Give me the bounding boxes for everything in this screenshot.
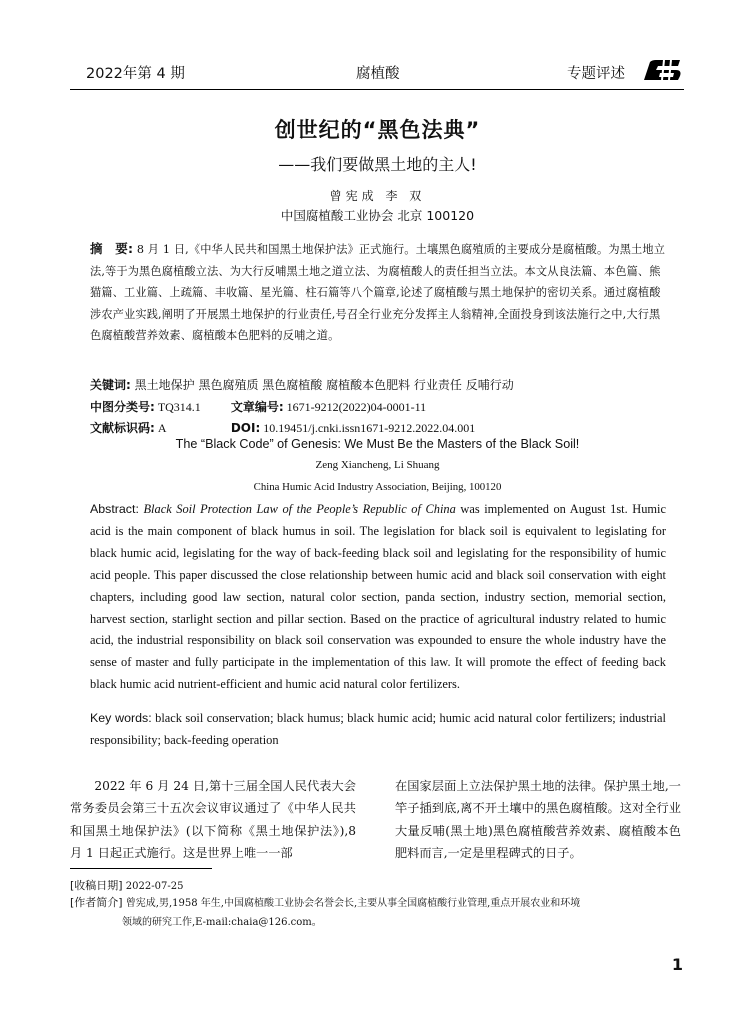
doi-label: DOI: <box>230 421 261 435</box>
footnote-rule <box>70 868 212 869</box>
article-no-label: 文章编号: <box>230 400 284 414</box>
author-line-1: 曾宪成,男,1958 年生,中国腐植酸工业协会名誉会长,主要从事全国腐植酸行业管理,重点开展农业和环境 <box>125 898 581 909</box>
abstract-text: 8 月 1 日,《中华人民共和国黑土地保护法》正式施行。土壤黑色腐殖质的主要成分是腐植酸。为黑土地立法,等于为黑色腐植酸立法、为大行反哺黑土地之道立法、为腐植酸人的责任担当立法。本文从良法篇、本色篇、熊猫篇、工业篇、上疏篇、丰收篇、星光篇、柱石篇等八个篇章,论述了腐植酸与黑土地保护的密切关系。通过腐植酸涉农产业实践,阐明了开展黑土地保护的行业责任,号召全行业充分发挥主人翁精神,全面投身到该法施行之中,大行黑色腐植酸营养效素、腐植酸本色肥料的反哺之道。 <box>90 243 666 343</box>
journal-issue: 2022年第 4 期 <box>86 66 185 82</box>
header-rule <box>70 89 684 90</box>
clc-value: TQ314.1 <box>157 400 201 414</box>
received-value: 2022-07-25 <box>125 881 184 892</box>
doc-code-value: A <box>157 421 167 435</box>
section-name: 专题评述 <box>567 66 625 82</box>
abstract-label: 摘 要: <box>90 241 134 256</box>
article-affiliation: 中国腐植酸工业协会 北京 100120 <box>280 208 475 223</box>
author-line-2: 领域的研究工作,E-mail:chaia@126.com。 <box>122 917 322 928</box>
journal-name: 腐植酸 <box>356 66 400 82</box>
journal-logo-icon <box>640 58 684 82</box>
article-authors: 曾宪成 李 双 <box>329 189 426 203</box>
chinese-abstract <box>90 238 668 347</box>
law-name: Black Soil Protection Law of the People’s Republic of China <box>143 502 456 516</box>
clc-label: 中图分类号: <box>90 400 155 414</box>
keywords-text: 黑土地保护 黑色腐殖质 黑色腐植酸 腐植酸本色肥料 行业责任 反哺行动 <box>134 378 514 392</box>
article-no-value: 1671-9212(2022)04-0001-11 <box>286 400 427 414</box>
english-affiliation: China Humic Acid Industry Association, Beijing, 100120 <box>253 481 502 493</box>
doi-line <box>90 419 475 436</box>
author-label: [作者简介] <box>70 896 123 909</box>
received-label: [收稿日期] <box>70 879 123 892</box>
english-title: The “Black Code” of Genesis: We Must Be the Masters of the Black Soil! <box>175 437 580 451</box>
english-keywords <box>90 708 666 752</box>
keywords-label: 关键词: <box>90 378 131 392</box>
english-abstract-label: Abstract: <box>90 502 139 516</box>
english-abstract-text: was implemented on August 1st. Humic acid is the main component of black humus in soil. The legislation for black soil is equivalent to legislating for black humic acid, legislating for the way of back-feeding black soil and legislating for the responsibility of humic acid people. This paper discussed the close relationship between humic acid and black soil conservation with eight chapters, including good law section, natural color section, panda section, industry section, memorial section, harvest section, starlight section and pillar section. Based on the practice of agricultural industry related to humic acid, the industrial responsibility on black soil conservation was expounded to ensure the whole industry have the sense of master and fully participate in the implementation of this law. It will promote the effect of feeding back black humic acid nutrient-efficient and humic acid natural color fertilizers. <box>90 502 666 692</box>
body-column-right <box>395 775 681 865</box>
doi-value[interactable]: 10.19451/j.cnki.issn1671-9212.2022.04.001 <box>263 421 476 435</box>
doc-code-label: 文献标识码: <box>90 421 155 435</box>
classification-line <box>90 398 426 415</box>
keywords-line <box>90 376 514 393</box>
body-column-left <box>70 775 356 865</box>
article-subtitle: ——我们要做黑土地的主人! <box>278 155 477 174</box>
body-paragraph: 2022 年 6 月 24 日,第十三届全国人民代表大会常务委员会第三十五次会议审议通过了《中华人民共和国黑土地保护法》(以下简称《黑土地保护法》),8 月 1 日起正式施行。这是世界上唯一一部 <box>70 779 356 861</box>
english-keywords-label: Key words: <box>90 711 152 725</box>
english-abstract <box>90 499 666 696</box>
english-keywords-text: black soil conservation; black humus; black humic acid; humic acid natural color fertilizers; industrial responsibility; back-feeding operation <box>90 711 666 747</box>
english-authors: Zeng Xiancheng, Li Shuang <box>315 459 440 471</box>
page-number: 1 <box>671 955 683 974</box>
body-paragraph: 在国家层面上立法保护黑土地的法律。保护黑土地,一竿子插到底,离不开土壤中的黑色腐植酸。这对全行业大量反哺(黑土地)黑色腐植酸营养效素、腐植酸本色肥料而言,一定是里程碑式的日子。 <box>395 779 681 861</box>
article-title: 创世纪的“黑色法典” <box>274 118 481 142</box>
footnote-author <box>70 893 690 932</box>
